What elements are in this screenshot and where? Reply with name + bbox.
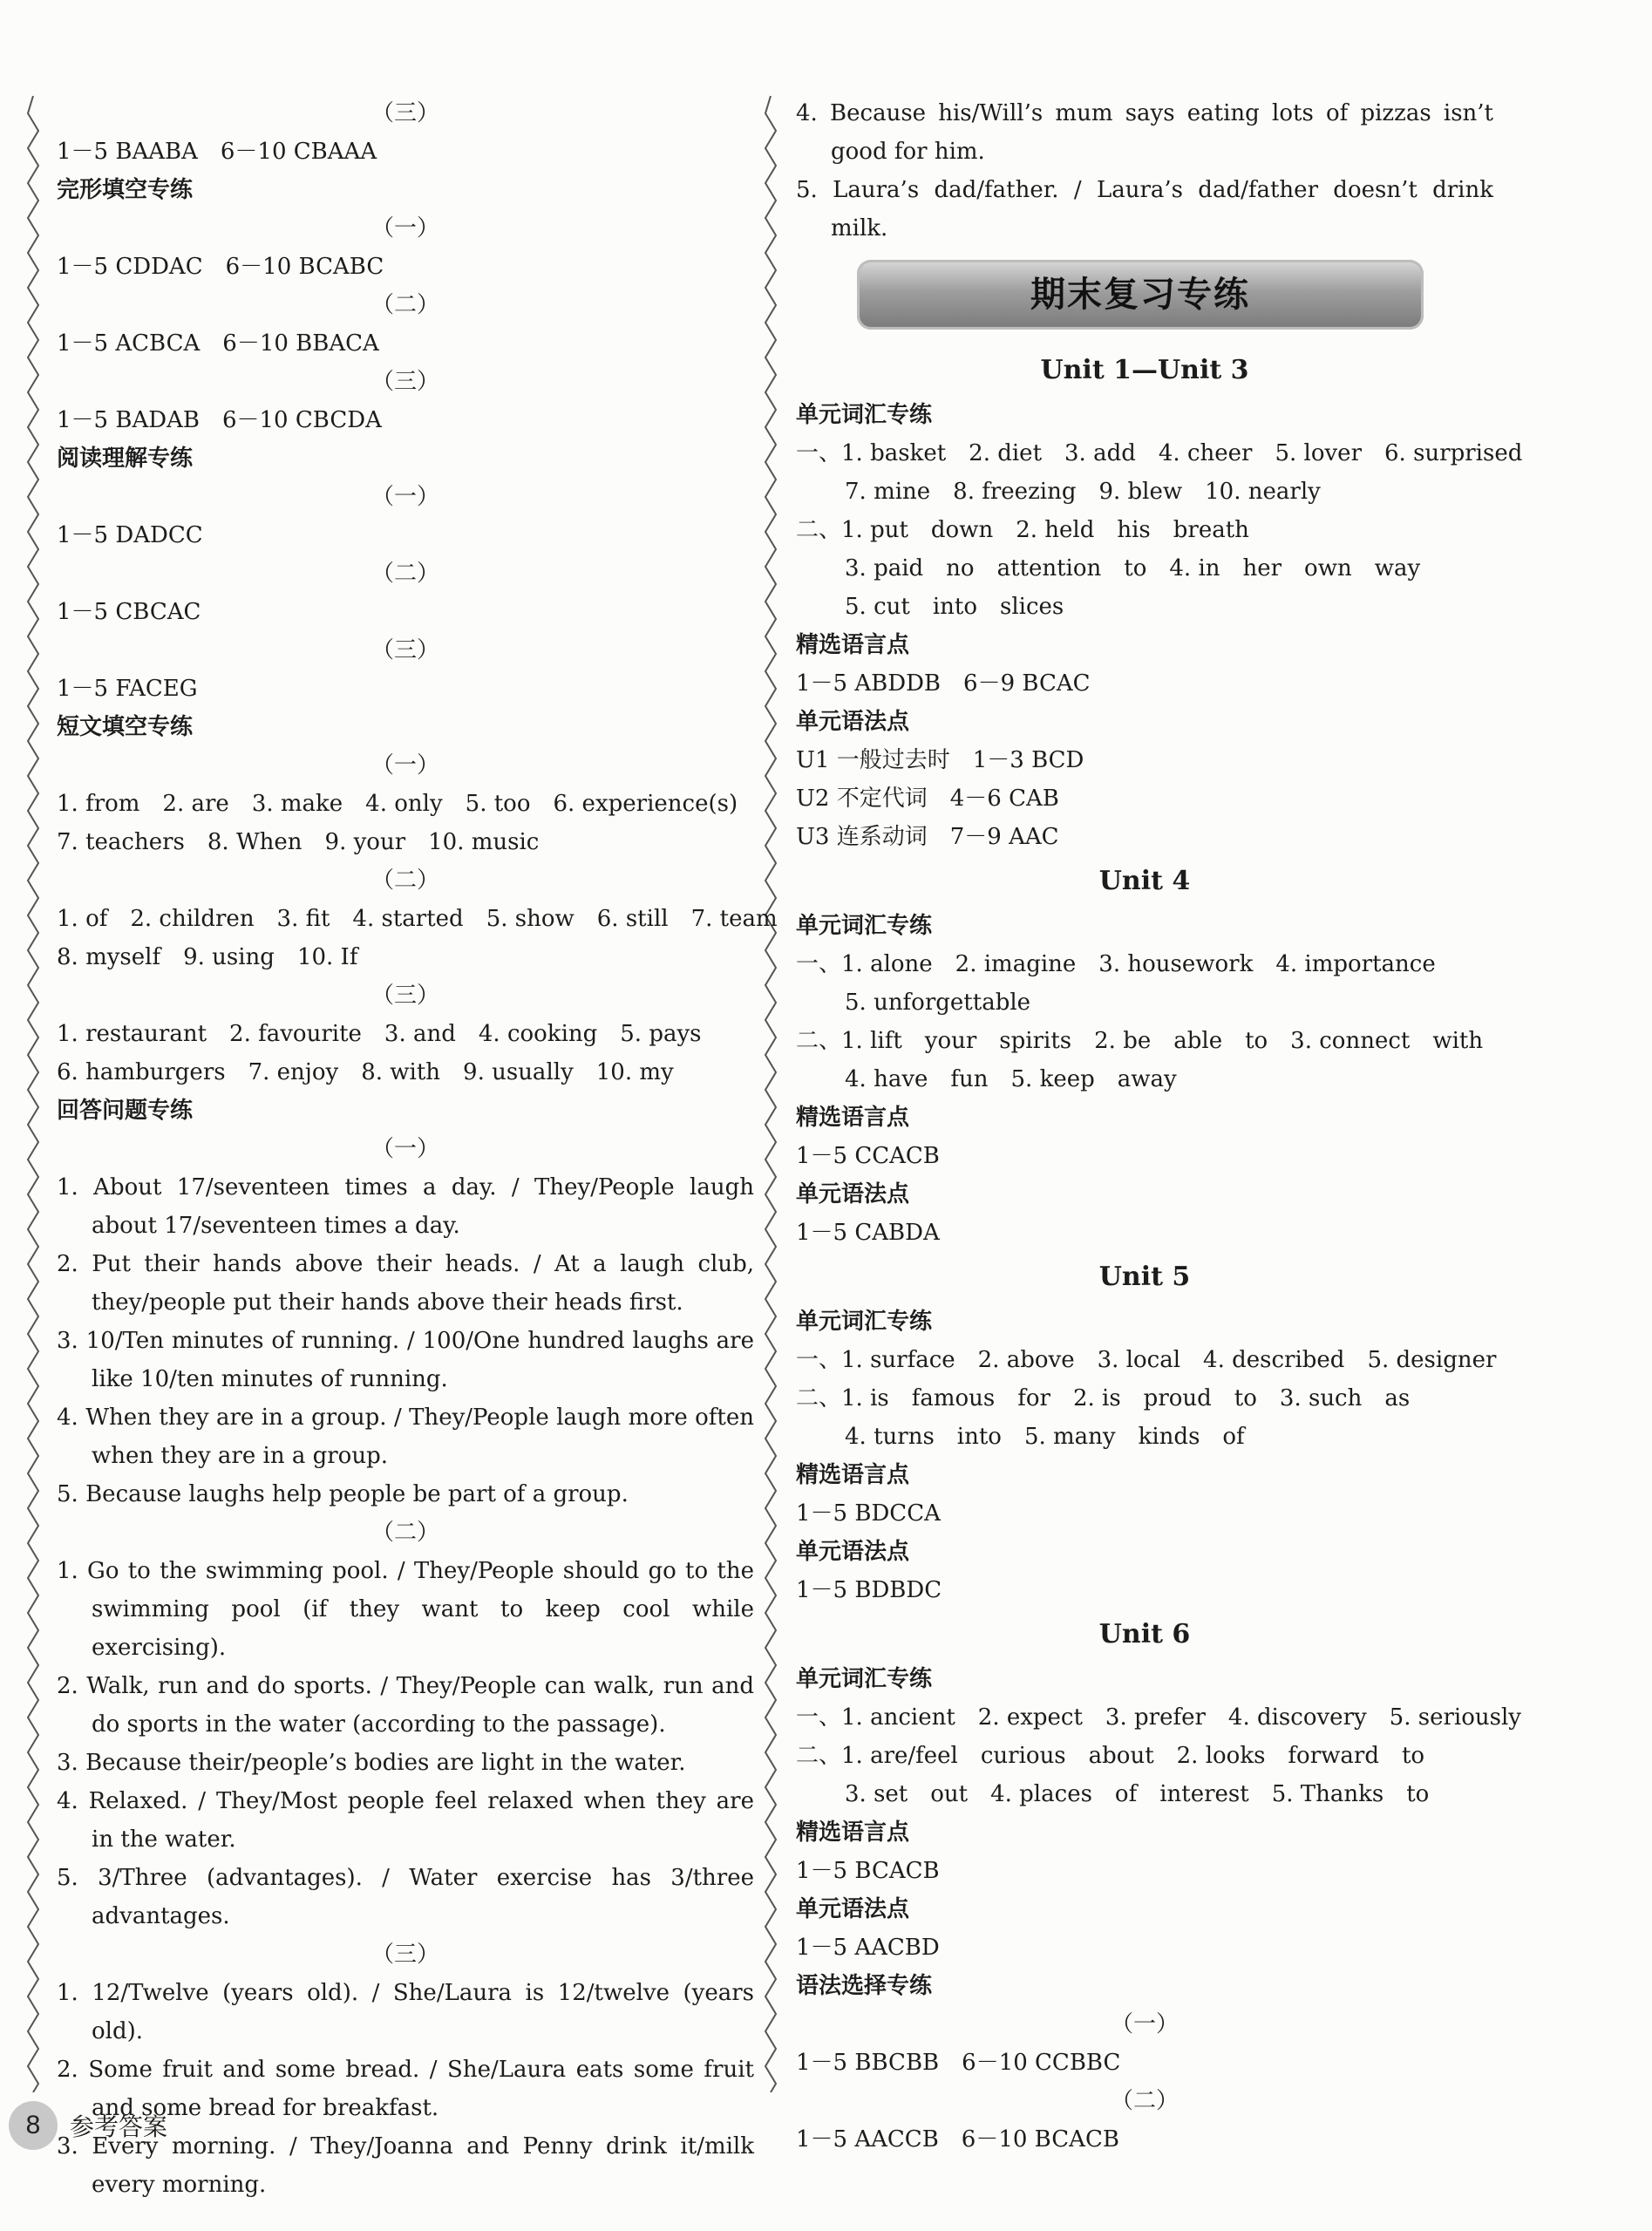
section-heading: 回答问题专练: [57, 1098, 194, 1124]
answer-line: 3. paid no attention to 4. in her own way: [845, 555, 1421, 582]
answer-line: U2 不定代词 4－6 CAB: [796, 786, 1059, 812]
subheading: （一）: [371, 1136, 439, 1162]
answer-paragraph: 2. Some fruit and some bread. / She/Laura eats some fruit and some bread for breakfast.: [57, 2057, 754, 2121]
section-heading: 完形填空专练: [57, 177, 194, 203]
answer-line: 6. hamburgers 7. enjoy 8. with 9. usually 10. my: [57, 1059, 674, 1085]
answer-paragraph: 1. 12/Twelve (years old). / She/Laura is 12/twelve (years old).: [57, 1980, 754, 2044]
subheading: （一）: [1110, 2011, 1179, 2037]
answer-line: 1－5 AACCB 6－10 BCACB: [796, 2126, 1119, 2153]
section-heading: 精选语言点: [796, 1105, 910, 1131]
unit-heading: Unit 6: [1098, 1619, 1191, 1649]
answer-line: 1－5 ACBCA 6－10 BBACA: [57, 330, 379, 357]
answer-line: 1－5 BCACB: [796, 1858, 940, 1884]
answer-paragraph: 5. Because laughs help people be part of a group.: [57, 1481, 629, 1507]
answer-line: 1－5 FACEG: [57, 676, 198, 702]
subheading: （二）: [371, 1520, 439, 1546]
answer-line: 1. of 2. children 3. fit 4. started 5. show 6. still 7. team: [57, 906, 778, 932]
section-heading: 单元语法点: [796, 1896, 910, 1922]
answer-line: 一、1. surface 2. above 3. local 4. described 5. designer: [796, 1347, 1497, 1373]
answer-line: 5. unforgettable: [845, 990, 1031, 1016]
answer-line: 1－5 CBCAC: [57, 599, 201, 625]
section-heading: 单元词汇专练: [796, 913, 933, 939]
answer-line: 7. teachers 8. When 9. your 10. music: [57, 829, 540, 855]
answer-line: 1－5 BDCCA: [796, 1500, 941, 1527]
right-column: [796, 94, 1523, 2159]
answer-line: 4. turns into 5. many kinds of: [845, 1424, 1245, 1450]
answer-line: 二、1. put down 2. held his breath: [796, 517, 1249, 543]
answer-line: 1－5 CABDA: [796, 1220, 940, 1246]
subheading: （二）: [371, 292, 439, 318]
section-heading: 单元词汇专练: [796, 1666, 933, 1692]
answer-line: 1. restaurant 2. favourite 3. and 4. cooking 5. pays: [57, 1021, 702, 1047]
subheading: （三）: [371, 983, 439, 1009]
subheading: （二）: [371, 867, 439, 894]
answer-line: 1－5 CCACB: [796, 1143, 940, 1169]
section-heading: 语法选择专练: [796, 1973, 933, 1999]
subheading: （三）: [371, 1942, 439, 1968]
banner-title: 期末复习专练: [1030, 275, 1250, 315]
section-heading: 阅读理解专练: [57, 446, 194, 472]
answer-line: 1－5 CDDAC 6－10 BCABC: [57, 254, 384, 280]
subheading: （三）: [371, 369, 439, 395]
section-heading: 单元词汇专练: [796, 402, 933, 428]
answer-line: 1－5 BBCBB 6－10 CCBBC: [796, 2050, 1121, 2076]
center-zigzag-divider: [760, 96, 781, 2092]
unit-heading: Unit 5: [1098, 1262, 1191, 1292]
unit-heading: Unit 1—Unit 3: [1040, 355, 1249, 385]
final-review-banner: [857, 260, 1424, 330]
subheading: （二）: [371, 561, 439, 587]
answer-paragraph: 4. Because his/Will’s mum says eating lots of pizzas isn’t good for him.: [796, 100, 1493, 165]
answer-line: 1. from 2. are 3. make 4. only 5. too 6. experience(s): [57, 791, 738, 817]
answer-line: 一、1. alone 2. imagine 3. housework 4. importance: [796, 951, 1436, 977]
answer-line: 1－5 BADAB 6－10 CBCDA: [57, 407, 382, 433]
answer-line: 5. cut into slices: [845, 594, 1064, 620]
answer-line: 3. set out 4. places of interest 5. Thanks to: [845, 1781, 1430, 1807]
answer-line: 1－5 BAABA 6－10 CBAAA: [57, 139, 377, 165]
answer-line: 1－5 DADCC: [57, 522, 203, 548]
answer-line: 8. myself 9. using 10. If: [57, 944, 358, 970]
answer-line: U1 一般过去时 1－3 BCD: [796, 747, 1084, 773]
section-heading: 单元词汇专练: [796, 1309, 933, 1335]
answer-paragraph: 3. Every morning. / They/Joanna and Penny drink it/milk every morning.: [57, 2133, 754, 2198]
answer-paragraph: 4. Relaxed. / They/Most people feel relaxed when they are in the water.: [57, 1788, 754, 1853]
answer-line: 1－5 AACBD: [796, 1935, 940, 1961]
left-column: [57, 94, 778, 2204]
answer-paragraph: 5. Laura’s dad/father. / Laura’s dad/father doesn’t drink milk.: [796, 177, 1493, 241]
answer-line: 二、1. lift your spirits 2. be able to 3. connect with: [796, 1028, 1484, 1054]
left-margin-zigzag: [23, 96, 44, 2092]
subheading: （一）: [371, 215, 439, 241]
answer-paragraph: 5. 3/Three (advantages). / Water exercise has 3/three advantages.: [57, 1865, 754, 1929]
answer-line: 1－5 BDBDC: [796, 1577, 942, 1603]
answer-line: 二、1. is famous for 2. is proud to 3. such as: [796, 1385, 1411, 1411]
section-heading: 单元语法点: [796, 1539, 910, 1565]
answer-paragraph: 1. About 17/seventeen times a day. / They/People laugh about 17/seventeen times a day.: [57, 1174, 754, 1239]
answer-line: U3 连系动词 7－9 AAC: [796, 824, 1059, 850]
answer-paragraph: 3. Because their/people’s bodies are light in the water.: [57, 1750, 686, 1776]
page-number-badge: 8: [9, 2101, 58, 2150]
subheading: （一）: [371, 484, 439, 510]
section-heading: 单元语法点: [796, 1181, 910, 1207]
answer-line: 7. mine 8. freezing 9. blew 10. nearly: [845, 479, 1321, 505]
answer-line: 二、1. are/feel curious about 2. looks forward to: [796, 1743, 1425, 1769]
subheading: （三）: [371, 100, 439, 126]
answer-line: 1－5 ABDDB 6－9 BCAC: [796, 670, 1091, 697]
section-heading: 精选语言点: [796, 632, 910, 658]
section-heading: 精选语言点: [796, 1462, 910, 1488]
footer-label: 参考答案: [70, 2112, 168, 2141]
section-heading: 短文填空专练: [57, 714, 194, 740]
section-heading: 精选语言点: [796, 1819, 910, 1846]
answer-paragraph: 2. Walk, run and do sports. / They/People can walk, run and do sports in the water (according to the passage).: [57, 1673, 754, 1738]
answer-paragraph: 3. 10/Ten minutes of running. / 100/One hundred laughs are like 10/ten minutes of running.: [57, 1328, 754, 1392]
answer-line: 一、1. ancient 2. expect 3. prefer 4. discovery 5. seriously: [796, 1704, 1521, 1731]
section-heading: 单元语法点: [796, 709, 910, 735]
subheading: （三）: [371, 637, 439, 663]
answer-paragraph: 4. When they are in a group. / They/People laugh more often when they are in a group.: [57, 1405, 754, 1469]
answer-paragraph: 2. Put their hands above their heads. / At a laugh club, they/people put their hands above their heads first.: [57, 1251, 754, 1316]
answer-paragraph: 1. Go to the swimming pool. / They/People should go to the swimming pool (if they want to keep cool while exercising).: [57, 1558, 754, 1661]
answer-line: 4. have fun 5. keep away: [845, 1066, 1177, 1092]
unit-heading: Unit 4: [1098, 866, 1191, 896]
answer-line: 一、1. basket 2. diet 3. add 4. cheer 5. lover 6. surprised: [796, 440, 1523, 466]
subheading: （二）: [1110, 2088, 1179, 2114]
subheading: （一）: [371, 752, 439, 779]
